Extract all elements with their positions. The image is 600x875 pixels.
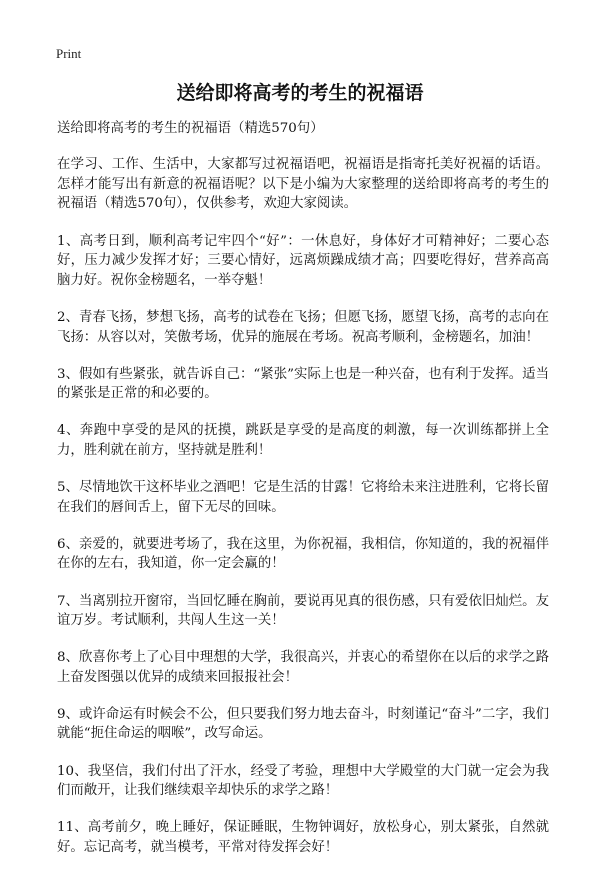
intro-paragraph: 在学习、工作、生活中，大家都写过祝福语吧，祝福语是指寄托美好祝福的话语。怎样才能写出有新意的祝福语呢？以下是小编为大家整理的送给即将高考的考生的祝福语（精选570句），仅供参考，欢迎大家阅读。 <box>57 157 549 212</box>
list-item: 9、或许命运有时候会不公，但只要我们努力地去奋斗，时刻谨记“奋斗”二字，我们就能“扼住命运的咽喉”，改写命运。 <box>57 706 549 742</box>
print-link[interactable]: Print <box>56 46 82 61</box>
list-item: 10、我坚信，我们付出了汗水，经受了考验，理想中大学殿堂的大门就一定会为我们而敞开，让我们继续艰辛却快乐的求学之路！ <box>57 763 549 799</box>
list-item: 8、欣喜你考上了心目中理想的大学，我很高兴，并衷心的希望你在以后的求学之路上奋发图强以优异的成绩来回报报社会！ <box>57 650 549 685</box>
article-subtitle: 送给即将高考的考生的祝福语（精选570句） <box>57 121 324 136</box>
list-item: 1、高考日到，顺利高考记牢四个“好”：一休息好，身体好才可精神好；二要心态好，压力减少发挥才好；三要心情好，远离烦躁成绩才高；四要吃得好，营养高高脑力好。祝你金榜题名，一举夺魁！ <box>57 233 549 288</box>
list-item: 11、高考前夕，晚上睡好，保证睡眠，生物钟调好，放松身心，别太紧张，自然就好。忘记高考，就当模考，平常对待发挥会好！ <box>57 820 549 855</box>
list-item: 7、当离别拉开窗帘，当回忆睡在胸前，要说再见真的很伤感，只有爱依旧灿烂。友谊万岁。考试顺利，共闯人生这一关！ <box>57 593 549 629</box>
list-item: 6、亲爱的，就要进考场了，我在这里，为你祝福，我相信，你知道的，我的祝福伴在你的左右，我知道，你一定会赢的！ <box>57 536 549 572</box>
list-item: 5、尽情地饮干这杯毕业之酒吧！它是生活的甘露！它将给未来注进胜利，它将长留在我们的唇间舌上，留下无尽的回味。 <box>57 480 549 515</box>
list-item: 4、奔跑中享受的是风的抚摸，跳跃是享受的是高度的刺激，每一次训练都拼上全力，胜利就在前方，坚持就是胜利！ <box>57 423 549 459</box>
list-item: 3、假如有些紧张，就告诉自己：“紧张”实际上也是一种兴奋，也有利于发挥。适当的紧张是正常的和必要的。 <box>57 366 549 402</box>
article-body <box>57 119 549 875</box>
list-item: 2、青春飞扬，梦想飞扬，高考的试卷在飞扬；但愿飞扬，愿望飞扬，高考的志向在飞扬：从容以对，笑傲考场，优异的施展在考场。祝高考顺利，金榜题名，加油！ <box>57 310 549 345</box>
page-title: 送给即将高考的考生的祝福语 <box>176 82 424 104</box>
